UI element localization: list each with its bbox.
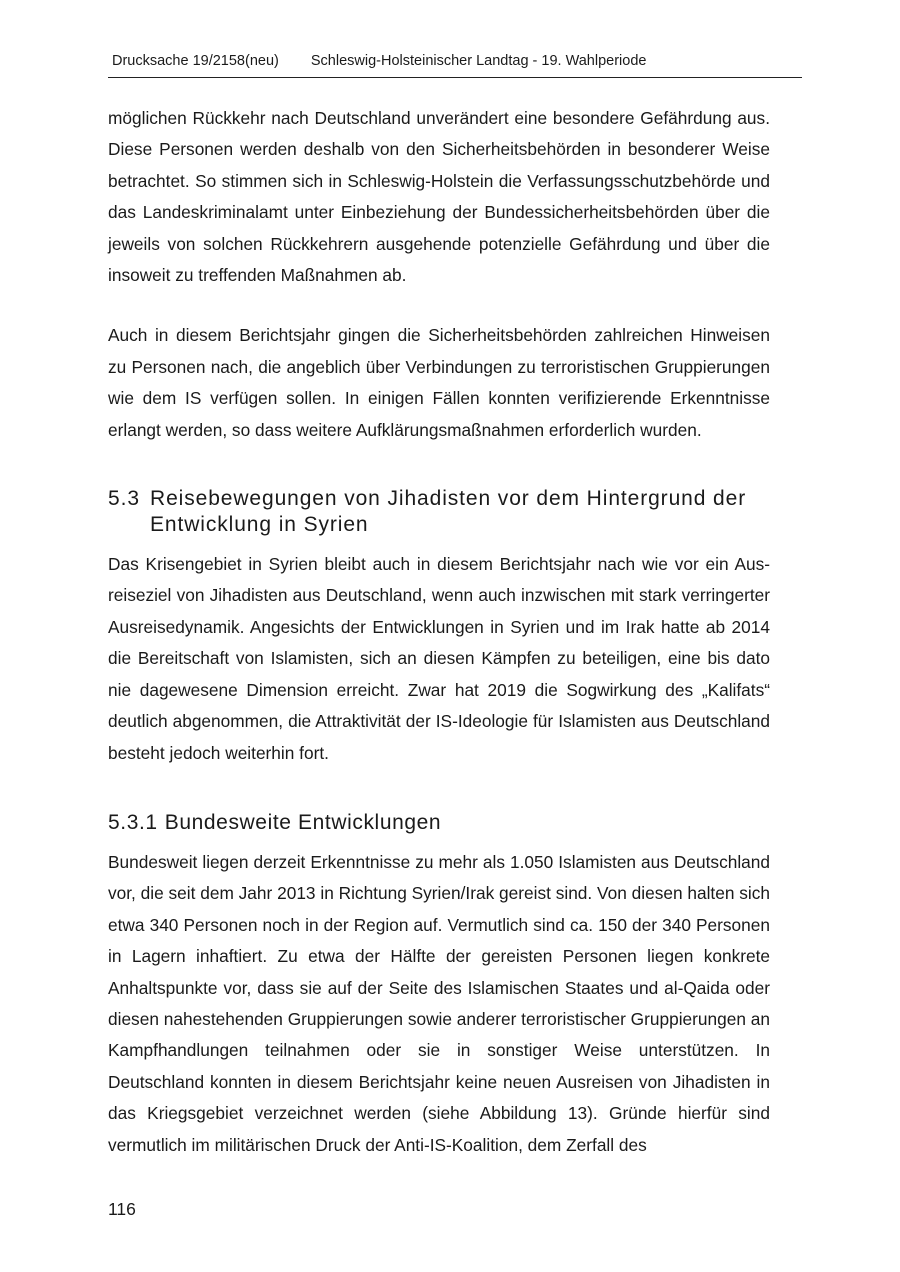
page-content — [108, 103, 770, 1161]
section-title: Reisebewegungen von Jihadisten vor dem Hintergrund der Entwicklung in Syrien — [150, 487, 747, 537]
paragraph-syria-crisis: Das Krisengebiet in Syrien bleibt auch in diesem Berichtsjahr nach wie vor ein Ausreiseziel von Jihadisten aus Deutschland, wenn auch inzwischen mit stark verringerter Ausreisedynamik. Angesichts der Entwicklungen in Syrien und im Irak hatte ab 2014 die Bereitschaft von Islamisten, sich an diesen Kämpfen zu beteiligen, eine bis dato nie dagewesene Dimension erreicht. Zwar hat 2019 die Sogwirkung des „Kalifats“ deutlich abgenommen, die Attraktivität der IS-Ideologie für Islamisten aus Deutschland besteht jedoch weiterhin fort. — [108, 554, 770, 763]
section-heading-5-3-1 — [108, 810, 770, 836]
paragraph-federal-developments: Bundesweit liegen derzeit Erkenntnisse zu mehr als 1.050 Islamisten aus Deutschland vor, die seit dem Jahr 2013 in Richtung Syrien/Irak gereist sind. Von diesen halten sich etwa 340 Personen noch in der Region auf. Vermutlich sind ca. 150 der 340 Personen in Lagern inhaftiert. Zu etwa der Hälfte der gereisten Personen liegen konkrete Anhaltspunkte vor, dass sie auf der Seite des Islamischen Staates und al-Qaida oder diesen nahestehenden Gruppierungen sowie anderer terroristischer Gruppierungen an Kampfhandlungen teilnahmen oder sie in sonstiger Weise unterstützen. In Deutschland konnten in diesem Berichtsjahr keine neuen Ausreisen von Jihadisten in das Kriegsgebiet verzeichnet werden (siehe Abbildung 13). Gründe hierfür sind vermutlich im militärischen Druck der Anti-IS-Koalition, dem Zerfall des — [108, 851, 770, 1155]
page-header — [108, 51, 802, 78]
section-heading-5-3 — [108, 486, 770, 538]
publisher-title: Schleswig-Holsteinischer Landtag - 19. Wahlperiode — [310, 53, 647, 69]
document-number: Drucksache 19/2158(neu) — [112, 53, 279, 69]
section-title: Bundesweite Entwicklungen — [164, 810, 442, 834]
section-number: 5.3 — [108, 487, 140, 511]
paragraph-investigations: Auch in diesem Berichtsjahr gingen die Sicherheitsbehörden zahlreichen Hinweisen zu Personen nach, die angeblich über Verbindungen zu terroristischen Gruppierungen wie dem IS verfügen sollen. In einigen Fällen konnten verifizierende Erkenntnisse erlangt werden, so dass weitere Aufklärungsmaßnahmen erforderlich wurden. — [108, 325, 770, 440]
paragraph-return-risk: möglichen Rückkehr nach Deutschland unverändert eine besondere Gefährdung aus. Diese Personen werden deshalb von den Sicherheitsbehörden in besonderer Weise betrachtet. So stimmen sich in Schleswig-Holstein die Verfassungsschutzbehörde und das Landeskriminalamt unter Einbeziehung der Bundessicherheitsbehörden über die jeweils von solchen Rückkehrern ausgehende potenzielle Gefährdung und über die insoweit zu treffenden Maßnahmen ab. — [108, 108, 770, 286]
page-number: 116 — [108, 1199, 136, 1219]
section-number: 5.3.1 — [108, 810, 158, 834]
